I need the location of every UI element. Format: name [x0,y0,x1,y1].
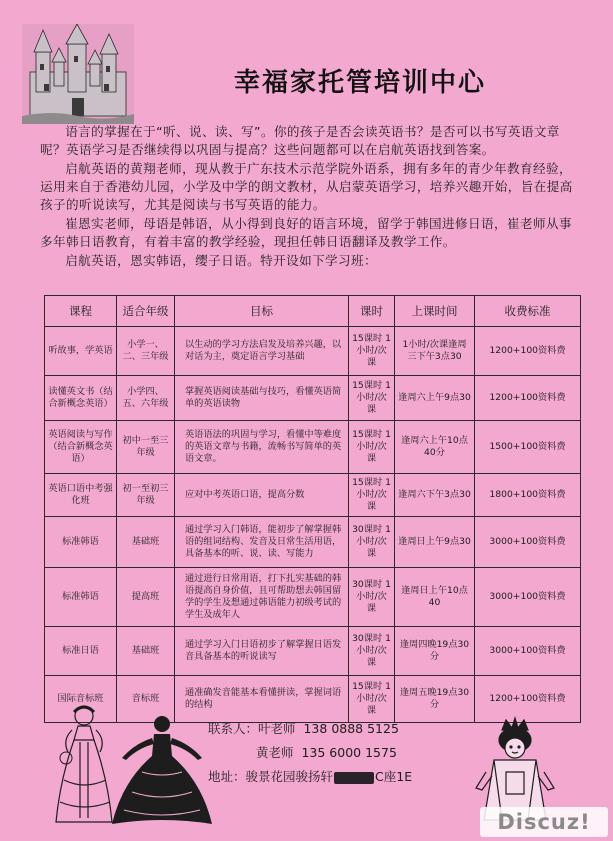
cell-hours: 15课时 1小时/次课 [349,376,395,421]
cell-course: 标准韩语 [45,517,117,568]
contact-line-1 [208,717,508,741]
header-course: 课程 [45,296,117,327]
intro-paragraph: 崔恩实老师，母语是韩语，从小得到良好的语言环境，留学于韩国进修日语，崔老师从事多年韩日语教育，有着丰富的教学经验，现担任韩日语翻译及教学工作。 [40,216,572,249]
cell-grade: 小学一、二、三年级 [117,327,175,376]
cell-fee: 3000+100资料费 [475,568,581,627]
table-row [45,376,581,421]
cell-course: 英语阅读与写作（结合新概念英语） [45,421,117,474]
cell-time: 逢周六上午10点40分 [395,421,475,474]
cell-hours: 15课时 1小时/次课 [349,676,395,723]
cell-goal: 掌握英语阅读基础与技巧，看懂英语简单的英语读物 [175,376,349,421]
table-header-row [45,296,581,327]
cell-goal: 通准确发音能基本看懂拼读，掌握词语的结构 [175,676,349,723]
discuz-watermark: Discuz! [480,807,608,837]
cell-goal: 通过进行日常用语，打下扎实基础的韩语提高自身价值，且可帮助想去韩国留学的学生及想通过韩语能力初级考试的学生及成年人 [175,568,349,627]
cell-hours: 15课时 1小时/次课 [349,421,395,474]
contact-label: 联系人： [208,721,259,736]
cell-course: 英语口语中考强化班 [45,474,117,517]
castle-illustration [22,24,134,124]
address-label: 地址： [208,769,246,784]
header-hours: 课时 [349,296,395,327]
contact-phone-ye: 138 0888 5125 [303,721,399,736]
cell-time: 逢周日上午10点40 [395,568,475,627]
contact-line-2 [208,741,508,765]
contact-line-3 [208,765,508,789]
cell-fee: 1800+100资料费 [475,474,581,517]
cell-hours: 30课时 1小时/次课 [349,568,395,627]
header-goal: 目标 [175,296,349,327]
cell-time: 逢周四晚19点30分 [395,627,475,676]
snow-white-illustration [50,700,118,828]
cell-goal: 通过学习入门韩语，能初步了解掌握韩语的组词结构、发音及日常生活用语，具备基本的听、说、读、写能力 [175,517,349,568]
cell-hours: 30课时 1小时/次课 [349,627,395,676]
table-row [45,568,581,627]
table-row [45,517,581,568]
cell-grade: 小学四、五、六年级 [117,376,175,421]
cell-course: 听故事，学英语 [45,327,117,376]
intro-text [40,123,580,271]
cell-goal: 通过学习入门日语初步了解掌握日语发音具备基本的听说读写 [175,627,349,676]
intro-paragraph: 语言的掌握在于“听、说、读、写”。你的孩子是否会读英语书？是否可以书写英语文章呢？英语学习是否继续得以巩固与提高？这些问题都可以在启航英语找到答案。 [40,124,560,157]
page-title: 幸福家托管培训中心 [233,68,486,98]
cell-goal: 以生动的学习方法启发及培养兴趣，以对话为主，奠定语言学习基础 [175,327,349,376]
cell-course: 标准日语 [45,627,117,676]
cinderella-illustration [112,712,212,830]
cell-course: 标准韩语 [45,568,117,627]
cell-goal: 英语语法的巩固与学习，看懂中等难度的英语文章与书籍，流畅书写简单的英语文章。 [175,421,349,474]
cell-time: 逢周六下午3点30 [395,474,475,517]
address-suffix: C座1E [375,769,413,784]
header-fee: 收费标准 [475,296,581,327]
contact-phone-huang: 135 6000 1575 [301,745,397,760]
cell-fee: 3000+100资料费 [475,517,581,568]
cell-grade: 初一至初三年级 [117,474,175,517]
table-row [45,627,581,676]
table-row [45,327,581,376]
cell-hours: 30课时 1小时/次课 [349,517,395,568]
table-row [45,474,581,517]
cell-grade: 提高班 [117,568,175,627]
cell-fee: 1200+100资料费 [475,376,581,421]
cell-fee: 1200+100资料费 [475,676,581,723]
contact-info [208,717,508,789]
cell-fee: 1200+100资料费 [475,327,581,376]
cell-hours: 15课时 1小时/次课 [349,474,395,517]
cell-grade: 初中一至三年级 [117,421,175,474]
cell-time: 逢周日上午9点30 [395,517,475,568]
table-row [45,421,581,474]
cell-time: 逢周六上午9点30 [395,376,475,421]
cell-grade: 基础班 [117,517,175,568]
cell-fee: 1500+100资料费 [475,421,581,474]
contact-teacher-ye: 叶老师 [258,721,296,736]
cell-course: 读懂英文书（结合新概念英语） [45,376,117,421]
cell-time: 逢周五晚19点30分 [395,676,475,723]
intro-paragraph: 启航英语的黄翔老师，现从教于广东技术示范学院外语系，拥有多年的青少年教育经验，运用来自于香港幼儿园，小学及中学的朗文教材，从启蒙英语学习，培养兴趣开始，旨在提高孩子的听说读写，尤其是阅读与书写英语的能力。 [40,161,573,212]
cell-time: 1小时/次课逢周三下午3点30 [395,327,475,376]
header-time: 上课时间 [395,296,475,327]
intro-paragraph: 启航英语，恩实韩语，缨子日语。特开设如下学习班： [65,253,378,268]
redaction-mark [334,772,374,784]
address-prefix: 骏景花园骏扬轩 [245,769,334,784]
contact-teacher-huang: 黄老师 [256,745,294,760]
cell-grade: 基础班 [117,627,175,676]
course-table [44,295,581,723]
cell-grade: 音标班 [117,676,175,723]
cell-fee: 3000+100资料费 [475,627,581,676]
cell-hours: 15课时 1小时/次课 [349,327,395,376]
cell-course: 国际音标班 [45,676,117,723]
cell-goal: 应对中考英语口语，提高分数 [175,474,349,517]
header-grade: 适合年级 [117,296,175,327]
